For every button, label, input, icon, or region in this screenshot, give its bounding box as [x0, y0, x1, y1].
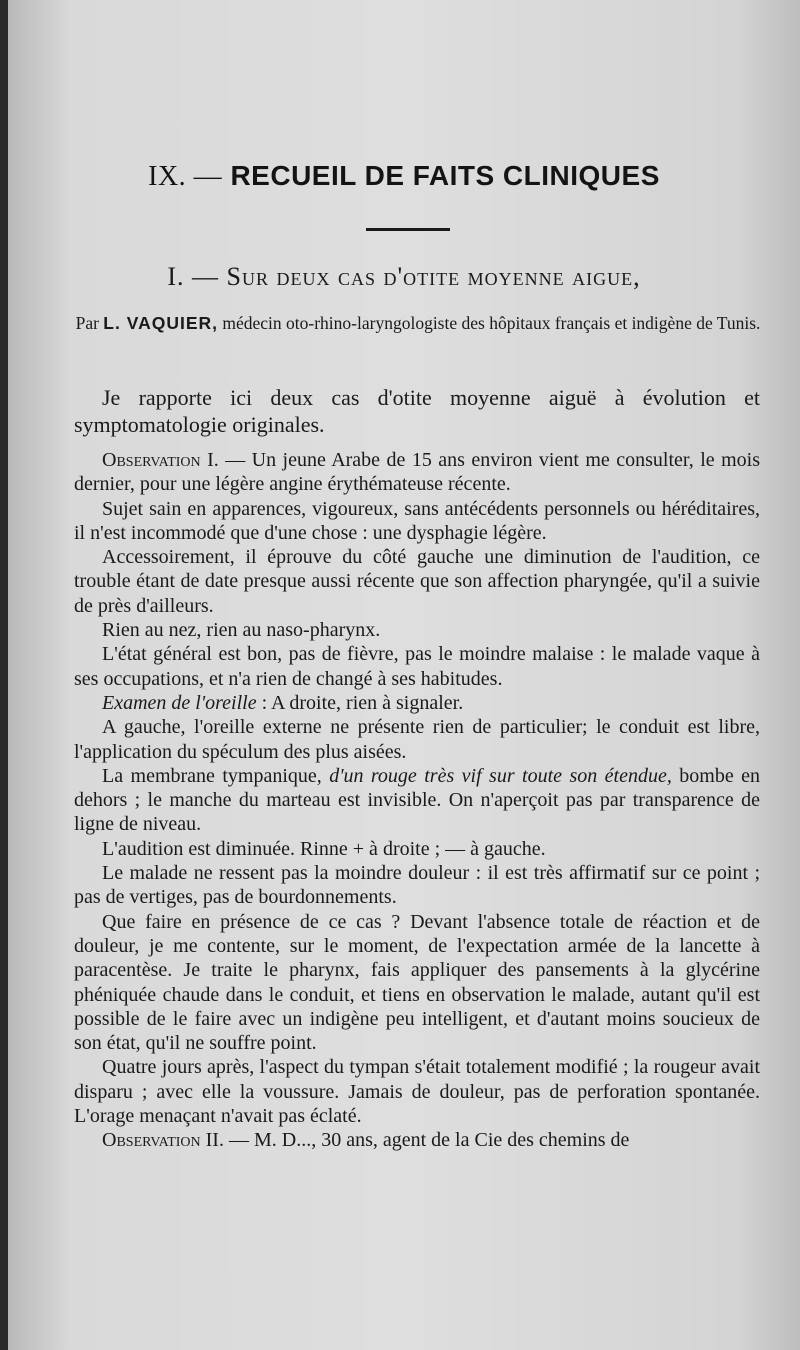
chapter-number: IX. —: [148, 161, 223, 192]
intro-paragraph: Je rapporte ici deux cas d'otite moyenne aiguë à évolution et symptomatologie originales.: [74, 385, 760, 437]
paragraph-5: L'état général est bon, pas de fièvre, pas le moindre malaise : le malade vaque à ses occupations, et n'a rien de changé à ses habitudes.: [74, 643, 760, 690]
document-page: [8, 0, 800, 1350]
observation-2-label: Observation: [102, 1129, 201, 1152]
ear-exam-label: Examen de l'oreille: [102, 691, 257, 714]
paragraph-6: [74, 691, 760, 715]
paragraph-8: [74, 764, 760, 837]
paragraph-10: Le malade ne ressent pas la moindre douleur : il est très affirmatif sur ce point ; pas de vertiges, pas de bourdonnements.: [74, 862, 760, 909]
article-number: I. —: [167, 262, 220, 291]
paragraph-2: Sujet sain en apparences, vigoureux, sans antécédents personnels ou héréditaires, il n'est incommodé que d'une chose : une dysphagie légère.: [74, 497, 760, 544]
paragraph-4: Rien au nez, rien au naso-pharynx.: [102, 619, 381, 642]
observation-1-number: I. —: [207, 449, 246, 471]
paragraph-3: Accessoirement, il éprouve du côté gauche une diminution de l'audition, ce trouble étant de date presque aussi récente que son affection pharyngée, qu'il a suivie de près d'ailleurs.: [74, 546, 760, 617]
paragraph-12: Quatre jours après, l'aspect du tympan s'était totalement modifié ; la rougeur avait disparu ; avec elle la voussure. Jamais de douleur, pas de perforation spontanée. L'orage menaçant n'avait pas éclaté.: [74, 1056, 760, 1128]
observation-1-text: Un jeune Arabe de 15 ans environ vient me consulter, le mois dernier, pour une légère angine érythémateuse récente.: [74, 449, 760, 496]
observation-1-label: Observation: [102, 449, 201, 471]
chapter-heading: RECUEIL DE FAITS CLINIQUES: [230, 160, 660, 191]
paragraph-8-end: bombe en dehors ; le manche du marteau est invisible. On n'aperçoit pas par transparence de ligne de niveau.: [74, 764, 761, 836]
observation-1-paragraph: [74, 448, 760, 497]
body-text: [74, 384, 760, 1153]
article-title: [8, 262, 800, 292]
paragraph-11: Que faire en présence de ce cas ? Devant l'absence totale de réaction et de douleur, je me contente, sur le moment, de l'expectation armée de la lancette à paracentèse. Je traite le pharynx, fais appliquer des pansements à la glycérine phéniquée chaude dans le conduit, et tiens en observation le malade, autant qu'il est possible de le faire avec un indigène peu intelligent, et d'autant moins soucieux de son état, qu'il ne souffre point.: [74, 910, 760, 1055]
observation-2-text: M. D..., 30 ans, agent de la Cie des chemins de: [253, 1129, 630, 1152]
paragraph-8-start: La membrane tympanique,: [102, 764, 322, 787]
author-affiliation: médecin oto-rhino-laryngologiste des hôpitaux français et indigène de Tunis.: [222, 313, 761, 333]
article-heading: Sur deux cas d'otite moyenne aigue,: [226, 262, 641, 291]
title-rule: [366, 228, 450, 231]
byline-prefix: Par: [75, 313, 99, 333]
byline: [68, 312, 768, 335]
ear-exam-text: : A droite, rien à signaler.: [261, 691, 464, 714]
paragraph-9: L'audition est diminuée. Rinne + à droite ; — à gauche.: [102, 837, 546, 860]
paragraph-8-italic: d'un rouge très vif sur toute son étendue,: [329, 764, 672, 787]
observation-2-number: II. —: [205, 1129, 249, 1152]
author-name: L. VAQUIER,: [103, 313, 219, 333]
chapter-title: [8, 160, 800, 193]
paragraph-7: A gauche, l'oreille externe ne présente rien de particulier; le conduit est libre, l'application du spéculum des plus aisées.: [74, 716, 760, 763]
observation-2-paragraph: [74, 1128, 760, 1152]
